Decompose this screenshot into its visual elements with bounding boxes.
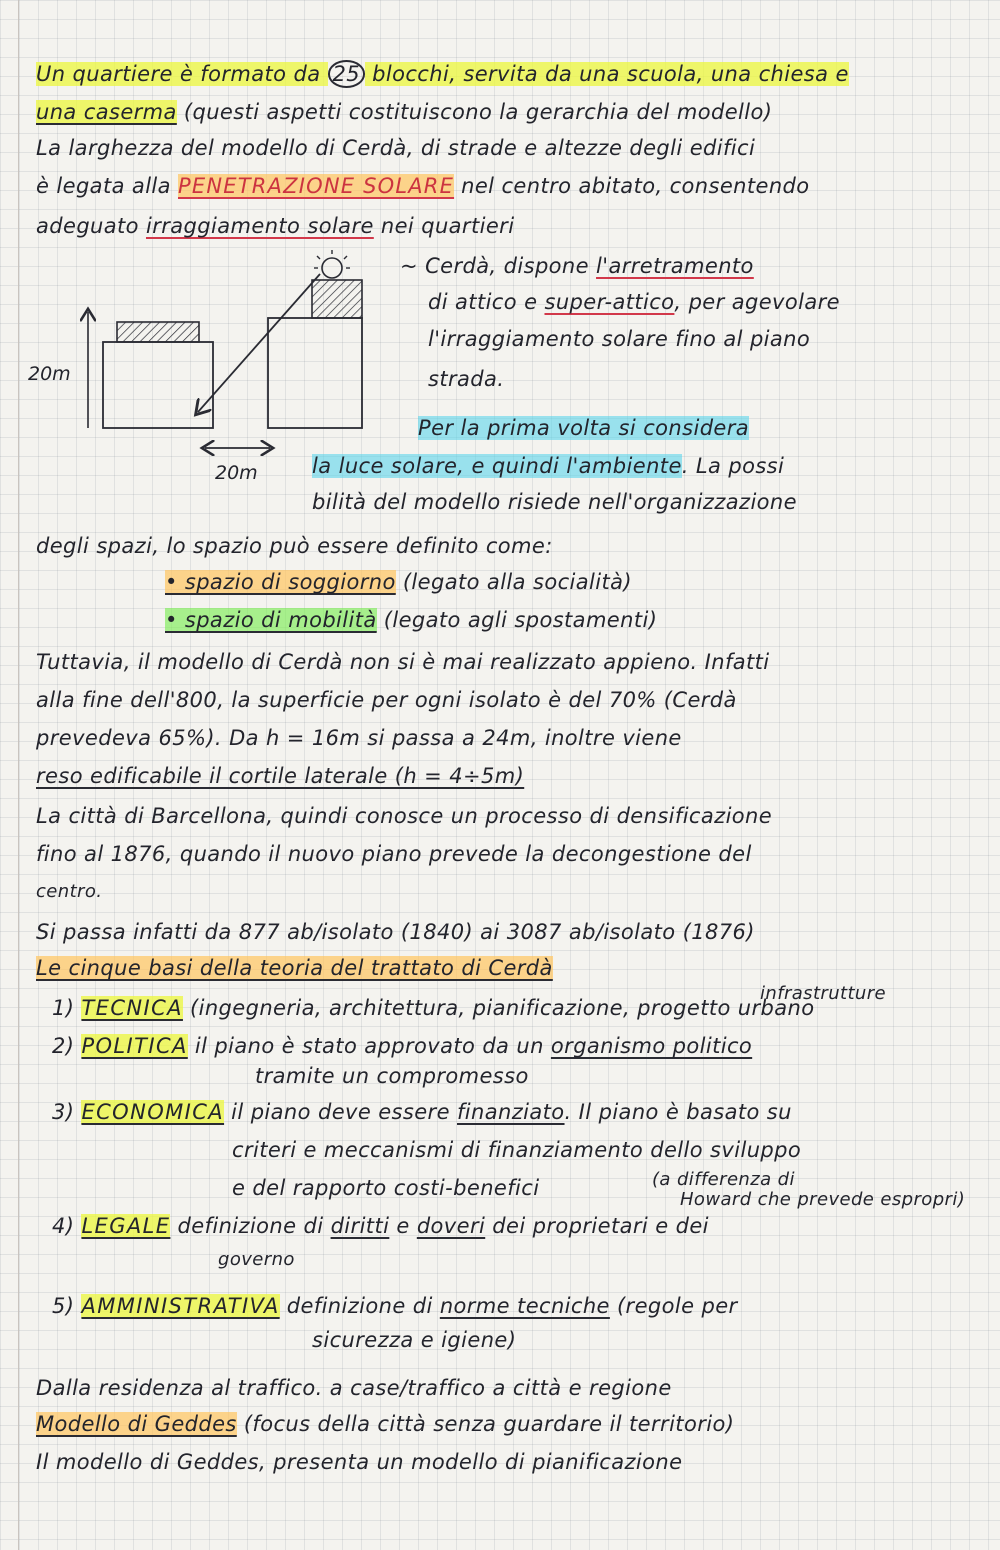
note-line-23: Si passa infatti da 877 ab/isolato (1840) ai 3087 ab/isolato (1876) — [36, 920, 755, 944]
list-item-soggiorno: • spazio di soggiorno (legato alla socialità) — [165, 570, 633, 594]
note-line-37: Il modello di Geddes, presenta un modello di pianificazione — [36, 1450, 683, 1474]
left-building — [103, 322, 213, 428]
section-heading-basi: Le cinque basi della teoria del trattato di Cerdà — [36, 956, 553, 980]
note-line-32: governo — [218, 1249, 295, 1270]
note-line-5: adeguato irraggiamento solare nei quartieri — [36, 214, 515, 238]
right-building — [268, 280, 362, 428]
heading-modello-geddes: Modello di Geddes (focus della città senza guardare il territorio) — [36, 1412, 735, 1436]
list-item-legale: 4) LEGALE definizione di diritti e doveri dei proprietari e dei — [52, 1214, 709, 1238]
note-line-30-aside-1: (a differenza di — [652, 1169, 795, 1190]
note-line-19: reso edificabile il cortile laterale (h = 4÷5m) — [36, 764, 525, 788]
note-line-16: Tuttavia, il modello di Cerdà non si è mai realizzato appieno. Infatti — [36, 650, 770, 674]
list-item-mobilita: • spazio di mobilità (legato agli spostamenti) — [165, 608, 658, 632]
note-line-1: Un quartiere è formato da 25 blocchi, servita da una scuola, una chiesa e — [36, 62, 849, 86]
list-item-economica: 3) ECONOMICA il piano deve essere finanziato. Il piano è basato su — [52, 1100, 792, 1124]
note-line-13: degli spazi, lo spazio può essere definito come: — [36, 534, 553, 558]
sun-ray-arrow — [198, 274, 320, 412]
note-line-20: La città di Barcellona, quindi conosce un processo di densificazione — [36, 804, 773, 828]
list-item-politica: 2) POLITICA il piano è stato approvato da un organismo politico — [52, 1034, 753, 1058]
note-line-18: prevedeva 65%). Da h = 16m si passa a 24m, inoltre viene — [36, 726, 682, 750]
note-line-22: centro. — [36, 881, 103, 902]
note-line-27: tramite un compromesso — [255, 1064, 529, 1088]
note-line-6: ~ Cerdà, dispone l'arretramento — [400, 254, 754, 278]
note-line-25-superscript: infrastrutture — [760, 983, 887, 1004]
note-line-30: e del rapporto costi-benefici — [232, 1176, 540, 1200]
note-line-30-aside-2: Howard che prevede espropri) — [680, 1189, 966, 1210]
note-line-11: la luce solare, e quindi l'ambiente. La possi — [312, 454, 785, 478]
note-line-21: fino al 1876, quando il nuovo piano prevede la decongestione del — [36, 842, 752, 866]
note-line-34: sicurezza e igiene) — [312, 1328, 517, 1352]
list-item-tecnica: 1) TECNICA (ingegneria, architettura, pianificazione, progetto urbano — [52, 996, 815, 1020]
note-line-17: alla fine dell'800, la superficie per ogni isolato è del 70% (Cerdà — [36, 688, 737, 712]
margin-line — [18, 0, 19, 1550]
note-line-35: Dalla residenza al traffico. a case/traffico a città e regione — [36, 1376, 672, 1400]
note-line-8: l'irraggiamento solare fino al piano — [428, 327, 811, 351]
note-line-12: bilità del modello risiede nell'organizzazione — [312, 490, 797, 514]
note-line-2: una caserma (questi aspetti costituiscono la gerarchia del modello) — [36, 100, 773, 124]
width-label: 20m — [215, 462, 258, 484]
circled-number: 25 — [328, 60, 366, 88]
keyword-penetrazione-solare: PENETRAZIONE SOLARE — [178, 174, 455, 198]
note-line-4: è legata alla PENETRAZIONE SOLARE nel centro abitato, consentendo — [36, 174, 810, 198]
height-label: 20m — [28, 363, 71, 385]
note-line-9: strada. — [428, 367, 505, 391]
note-line-7: di attico e super-attico, per agevolare — [428, 290, 840, 314]
note-line-3: La larghezza del modello di Cerdà, di strade e altezze degli edifici — [36, 136, 756, 160]
note-line-10: Per la prima volta si considera — [418, 416, 750, 440]
list-item-amministrativa: 5) AMMINISTRATIVA definizione di norme tecniche (regole per — [52, 1294, 738, 1318]
note-line-29: criteri e meccanismi di finanziamento dello sviluppo — [232, 1138, 802, 1162]
